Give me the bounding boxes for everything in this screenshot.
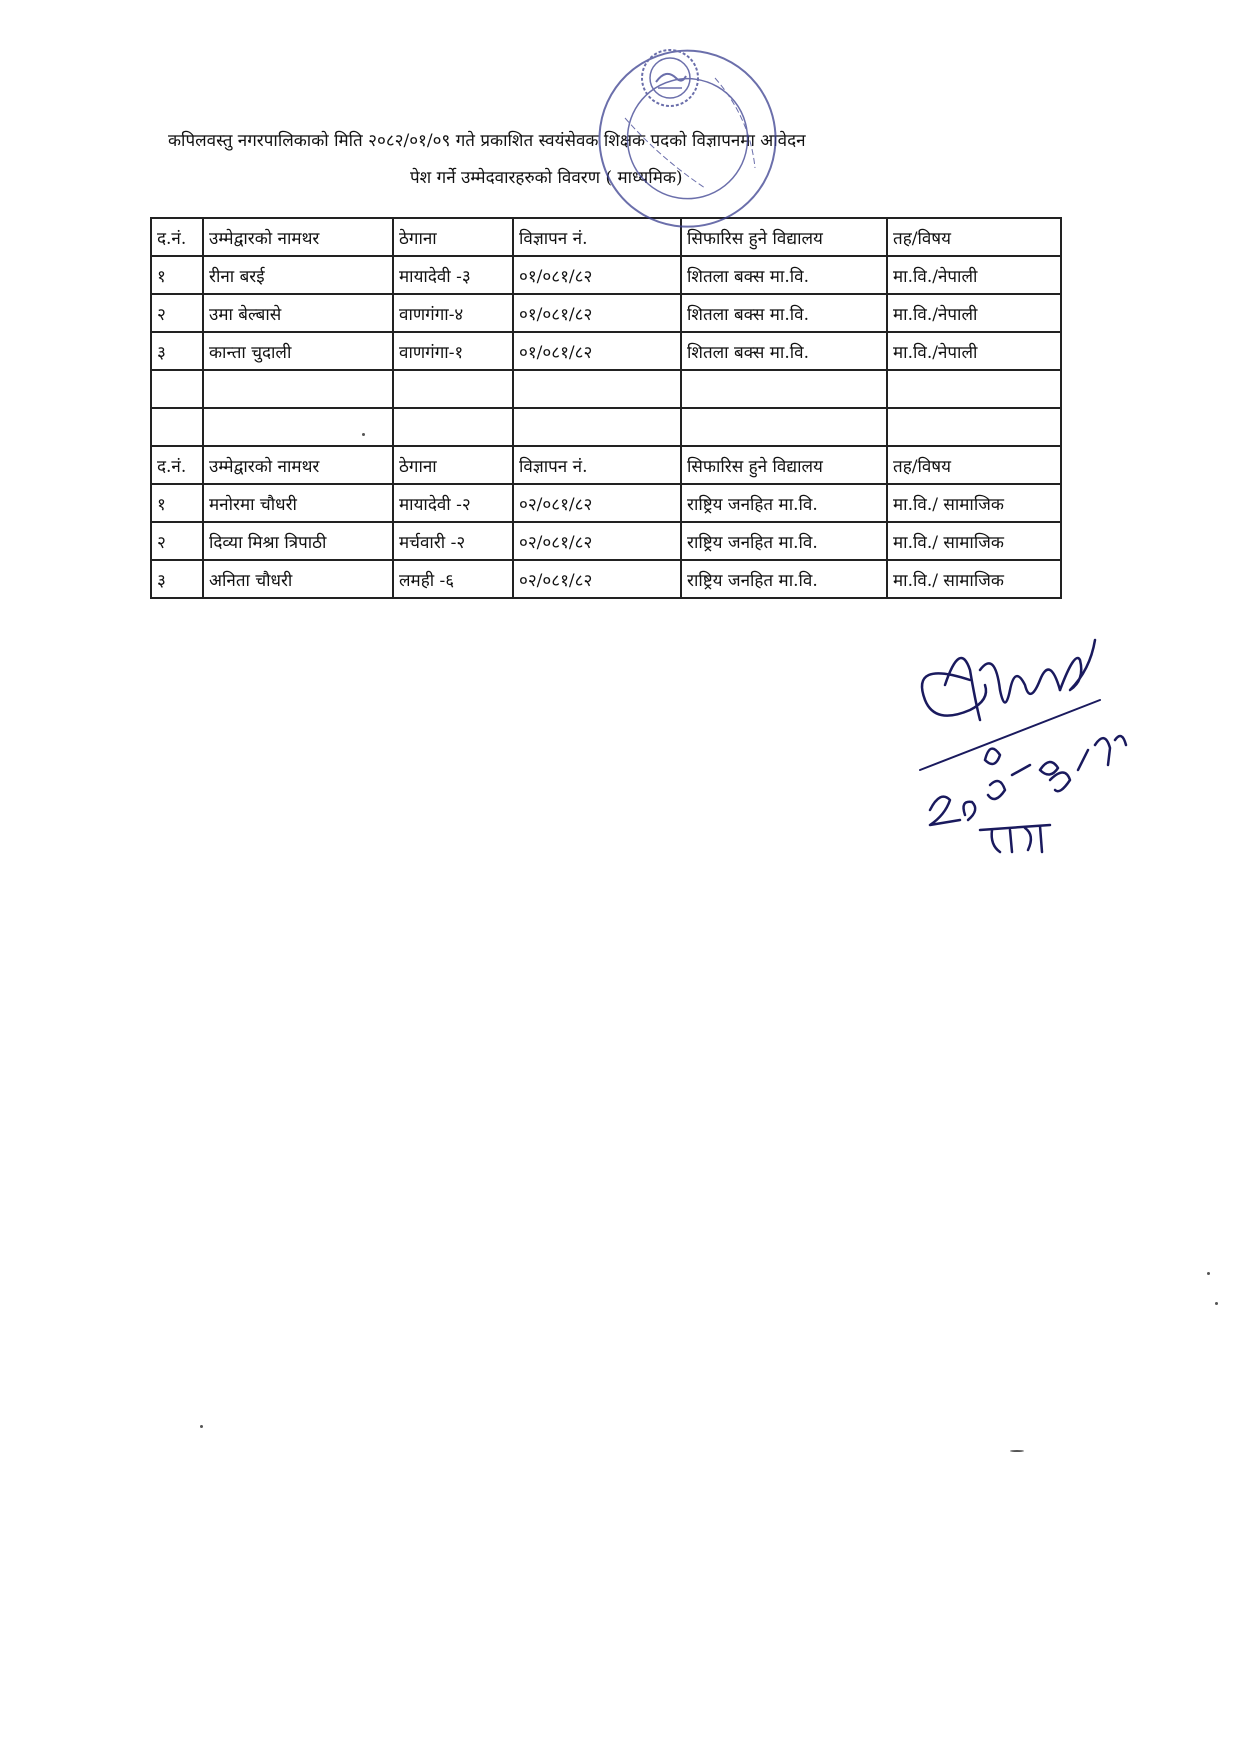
header-cell-ad-no: विज्ञापन नं.: [513, 446, 681, 484]
header-cell-sn: द.नं.: [151, 218, 203, 256]
cell-ad-no: ०१/०८१/८२: [513, 294, 681, 332]
cell-sn: २: [151, 294, 203, 332]
cell-name: मनोरमा चौधरी: [203, 484, 393, 522]
empty-row: [151, 370, 1061, 408]
cell-school: शितला बक्स मा.वि.: [681, 256, 887, 294]
header-cell-school: सिफारिस हुने विद्यालय: [681, 446, 887, 484]
header-row-2: [151, 446, 1061, 484]
empty-cell: [681, 408, 887, 446]
cell-address: वाणगंगा-१: [393, 332, 513, 370]
table-row: [151, 522, 1061, 560]
cell-ad-no: ०२/०८१/८२: [513, 484, 681, 522]
header-line-1: कपिलवस्तु नगरपालिकाको मिति २०८२/०१/०९ गते प्रकाशित स्वयंसेवक शिक्षक पदको विज्ञापनमा आवेदन: [168, 131, 806, 151]
empty-row: [151, 408, 1061, 446]
header-cell-sn: द.नं.: [151, 446, 203, 484]
cell-level: मा.वि./ सामाजिक: [887, 560, 1061, 598]
cell-name: दिव्या मिश्रा त्रिपाठी: [203, 522, 393, 560]
empty-cell: [203, 408, 393, 446]
cell-level: मा.वि./नेपाली: [887, 256, 1061, 294]
scan-speck: [362, 433, 365, 436]
cell-name: अनिता चौधरी: [203, 560, 393, 598]
table-row: [151, 560, 1061, 598]
cell-sn: १: [151, 256, 203, 294]
cell-name: रीना बरई: [203, 256, 393, 294]
cell-level: मा.वि./नेपाली: [887, 332, 1061, 370]
office-seal-icon: [565, 38, 805, 253]
cell-level: मा.वि./ सामाजिक: [887, 522, 1061, 560]
header-cell-school: सिफारिस हुने विद्यालय: [681, 218, 887, 256]
cell-address: मर्चवारी -२: [393, 522, 513, 560]
candidates-table: [150, 217, 1062, 599]
cell-school: राष्ट्रिय जनहित मा.वि.: [681, 560, 887, 598]
cell-address: लमही -६: [393, 560, 513, 598]
cell-name: उमा बेल्बासे: [203, 294, 393, 332]
cell-sn: २: [151, 522, 203, 560]
cell-ad-no: ०२/०८१/८२: [513, 560, 681, 598]
empty-cell: [681, 370, 887, 408]
cell-school: शितला बक्स मा.वि.: [681, 332, 887, 370]
cell-address: मायादेवी -३: [393, 256, 513, 294]
table-row: [151, 294, 1061, 332]
header-cell-level: तह/विषय: [887, 446, 1061, 484]
cell-address: मायादेवी -२: [393, 484, 513, 522]
table-row: [151, 332, 1061, 370]
cell-ad-no: ०१/०८१/८२: [513, 256, 681, 294]
cell-level: मा.वि./नेपाली: [887, 294, 1061, 332]
empty-cell: [151, 408, 203, 446]
scan-speck: [200, 1425, 203, 1428]
cell-name: कान्ता चुदाली: [203, 332, 393, 370]
empty-cell: [151, 370, 203, 408]
empty-cell: [513, 408, 681, 446]
scan-speck: [1010, 1450, 1024, 1452]
header-cell-name: उम्मेद्वारको नामथर: [203, 218, 393, 256]
empty-cell: [513, 370, 681, 408]
empty-cell: [393, 408, 513, 446]
cell-sn: ३: [151, 332, 203, 370]
cell-level: मा.वि./ सामाजिक: [887, 484, 1061, 522]
table-row: [151, 484, 1061, 522]
header-cell-ad-no: विज्ञापन नं.: [513, 218, 681, 256]
cell-school: शितला बक्स मा.वि.: [681, 294, 887, 332]
header-cell-address: ठेगाना: [393, 446, 513, 484]
cell-ad-no: ०१/०८१/८२: [513, 332, 681, 370]
empty-cell: [393, 370, 513, 408]
cell-sn: १: [151, 484, 203, 522]
scan-speck: [1215, 1302, 1218, 1305]
cell-school: राष्ट्रिय जनहित मा.वि.: [681, 484, 887, 522]
cell-address: वाणगंगा-४: [393, 294, 513, 332]
cell-ad-no: ०२/०८१/८२: [513, 522, 681, 560]
header-cell-level: तह/विषय: [887, 218, 1061, 256]
empty-cell: [203, 370, 393, 408]
header-cell-address: ठेगाना: [393, 218, 513, 256]
cell-sn: ३: [151, 560, 203, 598]
cell-school: राष्ट्रिय जनहित मा.वि.: [681, 522, 887, 560]
scan-speck: [1207, 1272, 1210, 1275]
header-cell-name: उम्मेद्वारको नामथर: [203, 446, 393, 484]
table-row: [151, 256, 1061, 294]
empty-cell: [887, 370, 1061, 408]
empty-cell: [887, 408, 1061, 446]
header-line-2: पेश गर्ने उम्मेदवारहरुको विवरण ( माध्यमिक): [410, 168, 683, 188]
